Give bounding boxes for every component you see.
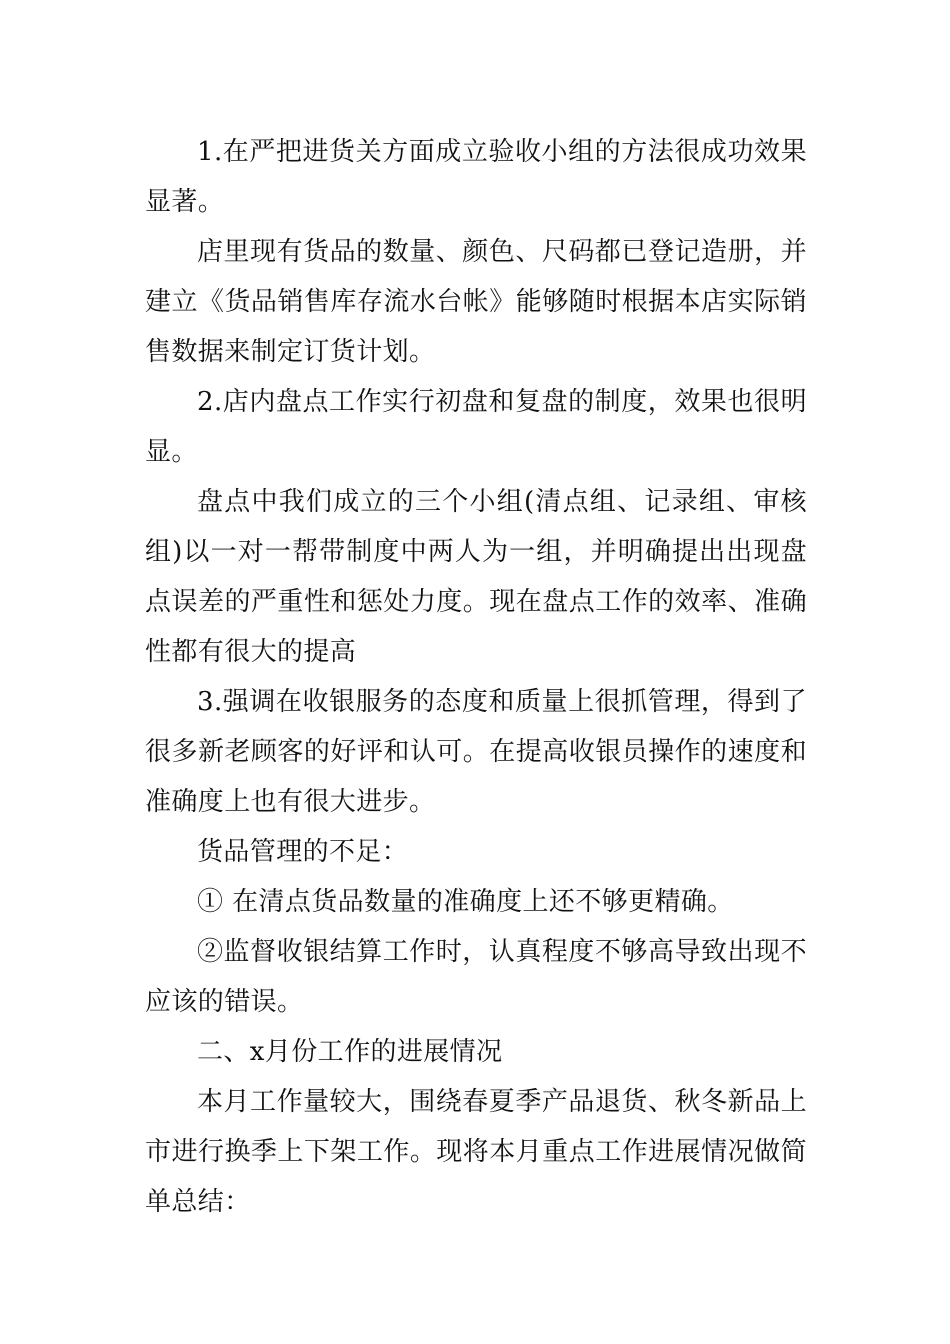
- section-heading-month-progress: 二、x月份工作的进展情况: [197, 1037, 503, 1067]
- paragraph-item-1-intake-group: 1.在严把进货关方面成立验收小组的方法很成功效果显著。: [145, 137, 807, 217]
- document-body: [145, 127, 807, 1227]
- paragraph-shortcoming-1: ① 在清点货品数量的准确度上还不够更精确。: [197, 887, 734, 917]
- paragraph-item-3-cashier: 3.强调在收银服务的态度和质量上很抓管理，得到了很多新老顾客的好评和认可。在提高收银员操作的速度和准确度上也有很大进步。: [145, 687, 807, 817]
- paragraph-inventory-ledger: 店里现有货品的数量、颜色、尺码都已登记造册，并建立《货品销售库存流水台帐》能够随时根据本店实际销售数据来制定订货计划。: [145, 237, 807, 367]
- paragraph-shortcomings-heading: 货品管理的不足：: [197, 837, 409, 867]
- paragraph-month-summary: 本月工作量较大，围绕春夏季产品退货、秋冬新品上市进行换季上下架工作。现将本月重点工作进展情况做简单总结：: [145, 1087, 807, 1217]
- paragraph-item-2-stocktake: 2.店内盘点工作实行初盘和复盘的制度，效果也很明显。: [145, 387, 807, 467]
- paragraph-stocktake-groups: 盘点中我们成立的三个小组(清点组、记录组、审核组)以一对一帮带制度中两人为一组，并明确提出出现盘点误差的严重性和惩处力度。现在盘点工作的效率、准确性都有很大的提高: [145, 487, 807, 667]
- paragraph-shortcoming-2: ②监督收银结算工作时，认真程度不够高导致出现不应该的错误。: [145, 937, 807, 1017]
